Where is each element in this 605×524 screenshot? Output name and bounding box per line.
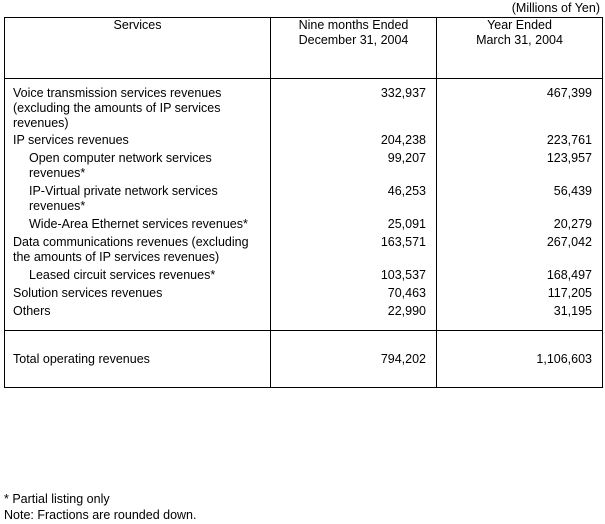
table-row: [5, 182, 603, 215]
unit-label: (Millions of Yen): [511, 1, 600, 15]
header-nine-months: [271, 18, 437, 79]
row-value-nine-months: 204,238: [271, 131, 437, 149]
row-label: Wide-Area Ethernet services revenues*: [5, 215, 271, 233]
row-label: Others: [5, 302, 271, 331]
row-value-year: 117,205: [437, 284, 603, 302]
row-value-year: 31,195: [437, 302, 603, 331]
table-header-row: [5, 18, 603, 79]
row-value-year: 467,399: [437, 79, 603, 132]
row-label: Leased circuit services revenues*: [5, 266, 271, 284]
row-value-nine-months: 46,253: [271, 182, 437, 215]
total-label: Total operating revenues: [5, 331, 271, 388]
row-label: IP services revenues: [5, 131, 271, 149]
table-row: [5, 302, 603, 331]
footnote-rounding: Note: Fractions are rounded down.: [4, 508, 197, 522]
total-value-year: 1,106,603: [437, 331, 603, 388]
revenue-table: [4, 17, 603, 388]
table-row: [5, 149, 603, 182]
row-value-year: 56,439: [437, 182, 603, 215]
row-value-nine-months: 25,091: [271, 215, 437, 233]
total-row: [5, 331, 603, 388]
footnotes: [4, 491, 196, 523]
header-nine-months-line1: Nine months Ended: [298, 18, 409, 32]
row-value-nine-months: 99,207: [271, 149, 437, 182]
footnote-partial-listing: * Partial listing only: [4, 492, 110, 506]
table-row: [5, 284, 603, 302]
row-value-year: 223,761: [437, 131, 603, 149]
header-year-ended-line2: March 31, 2004: [476, 33, 563, 47]
row-value-nine-months: 332,937: [271, 79, 437, 132]
row-value-nine-months: 163,571: [271, 233, 437, 266]
row-value-year: 123,957: [437, 149, 603, 182]
row-value-nine-months: 22,990: [271, 302, 437, 331]
row-label: Solution services revenues: [5, 284, 271, 302]
row-value-year: 168,497: [437, 266, 603, 284]
row-label: Voice transmission services revenues (excluding the amounts of IP services revenues): [5, 79, 271, 132]
row-label: Open computer network services revenues*: [5, 149, 271, 182]
table-row: [5, 266, 603, 284]
table-row: [5, 215, 603, 233]
header-services: Services: [5, 18, 271, 79]
table-row: [5, 233, 603, 266]
row-label: IP-Virtual private network services revenues*: [5, 182, 271, 215]
header-nine-months-line2: December 31, 2004: [298, 33, 409, 47]
row-value-year: 267,042: [437, 233, 603, 266]
row-value-nine-months: 70,463: [271, 284, 437, 302]
row-value-year: 20,279: [437, 215, 603, 233]
table-row: [5, 131, 603, 149]
table-row: [5, 79, 603, 132]
total-value-nine-months: 794,202: [271, 331, 437, 388]
header-year-ended-line1: Year Ended: [487, 18, 552, 32]
header-year-ended: [437, 18, 603, 79]
row-label: Data communications revenues (excluding the amounts of IP services revenues): [5, 233, 271, 266]
row-value-nine-months: 103,537: [271, 266, 437, 284]
